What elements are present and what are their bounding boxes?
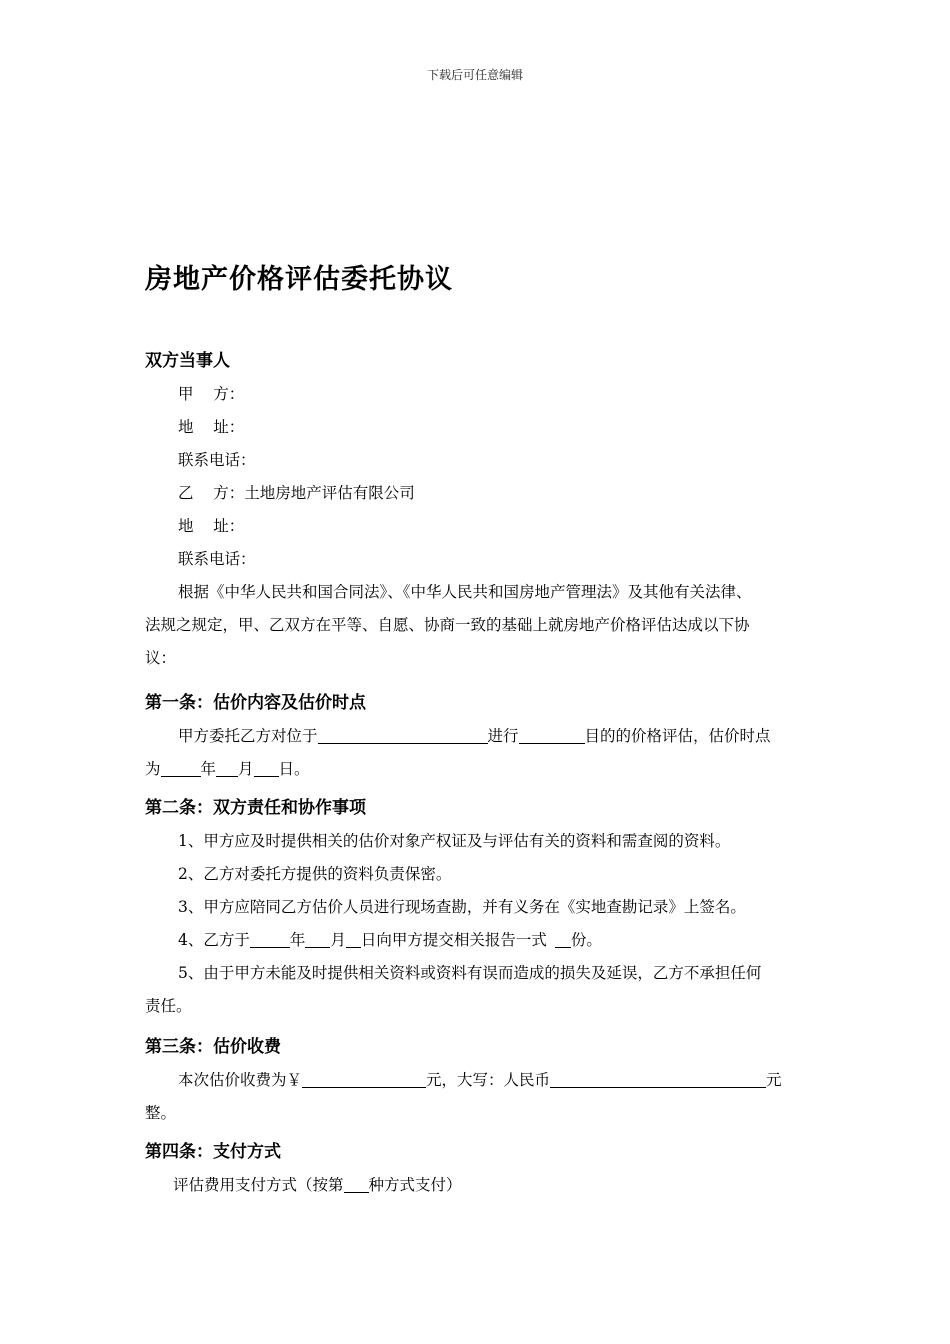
article-2-text: 月 [330, 931, 346, 949]
article-2-heading: 第二条：双方责任和协作事项 [145, 798, 366, 818]
header-note: 下载后可任意编辑 [426, 68, 523, 82]
article-1-heading: 第一条：估价内容及估价时点 [145, 693, 366, 713]
day-blank [346, 930, 361, 948]
article-2-item-4 [145, 924, 810, 957]
article-2 [145, 791, 810, 1023]
parties-heading: 双方当事人 [145, 351, 230, 371]
article-2-text: 份。 [570, 931, 602, 949]
document-title: 房地产价格评估委托协议 [145, 264, 453, 295]
party-a-phone-label: 联系电话： [178, 451, 256, 469]
article-4-text: 种方式支付） [368, 1176, 462, 1194]
article-2-item-2: 2、乙方对委托方提供的资料负责保密。 [178, 865, 452, 883]
year-blank [250, 930, 290, 948]
article-3-text: 元 [766, 1071, 782, 1089]
article-2-text: 年 [289, 931, 306, 949]
party-b-phone-label: 联系电话： [178, 550, 256, 568]
party-b-name: 土地房地产评估有限公司 [244, 484, 415, 502]
article-1-line-2 [145, 753, 810, 786]
party-b-address-label: 地 址： [178, 517, 245, 535]
preamble-line-1: 根据《中华人民共和国合同法》、《中华人民共和国房地产管理法》及其他有关法律、 [178, 583, 752, 601]
party-b-address-line [145, 510, 810, 543]
article-3-line-1 [145, 1064, 810, 1097]
day-blank [254, 759, 279, 777]
fee-amount-blank [302, 1070, 426, 1088]
article-4-heading: 第四条：支付方式 [145, 1142, 281, 1162]
article-3-heading: 第三条：估价收费 [145, 1037, 281, 1057]
article-4-line-1 [145, 1169, 810, 1202]
article-3-text: 元，大写：人民币 [426, 1071, 551, 1089]
party-a-label: 甲 方： [178, 385, 245, 403]
preamble-line-2: 法规之规定，甲、乙双方在平等、自愿、协商一致的基础上就房地产价格评估达成以下协 [145, 616, 750, 634]
article-2-text: 日向甲方提交相关报告一式 [360, 931, 547, 949]
article-1-line-1 [145, 720, 810, 753]
party-a-address-label: 地 址： [178, 418, 245, 436]
purpose-blank [519, 726, 585, 744]
article-1-text: 目的的价格评估，估价时点 [584, 727, 771, 745]
article-1-text: 年 [200, 760, 217, 778]
party-a-line [145, 378, 810, 411]
article-2-item-5-cont: 责任。 [145, 997, 192, 1015]
party-b-phone-line [145, 543, 810, 576]
article-1-text: 甲方委托乙方对位于 [178, 727, 318, 745]
article-3-text: 本次估价收费为￥ [178, 1071, 303, 1089]
article-3-line-2: 整。 [145, 1104, 177, 1122]
article-4-text: 评估费用支付方式（按第 [173, 1176, 344, 1194]
parties-section [145, 344, 810, 675]
party-a-phone-line [145, 444, 810, 477]
article-2-item-5: 5、由于甲方未能及时提供相关资料或资料有误而造成的损失及延误，乙方不承担任何 [178, 964, 762, 982]
party-a-address-line [145, 411, 810, 444]
article-1-text: 为 [145, 760, 161, 778]
party-b-line [145, 477, 810, 510]
article-1-text: 月 [238, 760, 254, 778]
party-b-label: 乙 方： [178, 484, 245, 502]
article-2-text: 4、乙方于 [178, 931, 250, 949]
month-blank [305, 930, 330, 948]
article-4 [145, 1135, 810, 1202]
article-2-item-1: 1、甲方应及时提供相关的估价对象产权证及与评估有关的资料和需查阅的资料。 [178, 832, 731, 850]
method-number-blank [344, 1175, 369, 1193]
location-blank [318, 726, 488, 744]
article-3 [145, 1030, 810, 1130]
preamble-line-3: 议： [145, 649, 177, 667]
article-2-item-3: 3、甲方应陪同乙方估价人员进行现场查勘，并有义务在《实地查勘记录》上签名。 [178, 898, 746, 916]
article-1 [145, 686, 810, 786]
copies-blank [555, 930, 571, 948]
article-1-text: 日。 [278, 760, 310, 778]
year-blank [161, 759, 201, 777]
article-1-text: 进行 [487, 727, 519, 745]
month-blank [216, 759, 238, 777]
fee-words-blank [550, 1070, 766, 1088]
